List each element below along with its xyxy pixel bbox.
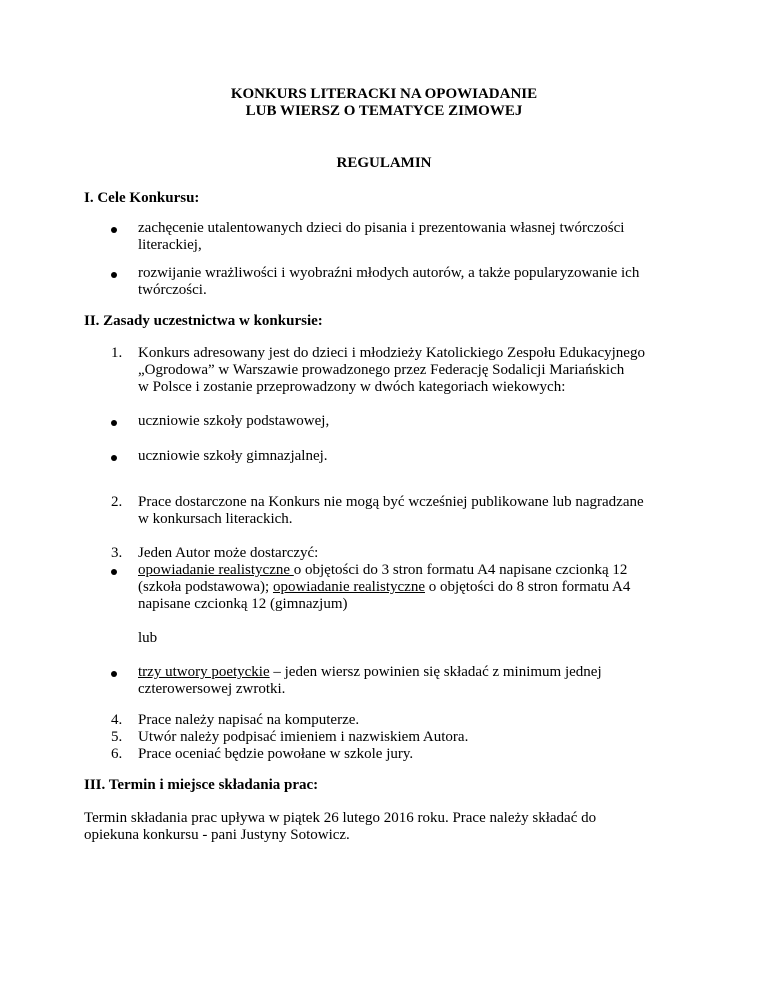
bullet-icon [111,420,117,426]
section-1-heading: I. Cele Konkursu: [84,190,200,206]
underlined-text: trzy utwory poetyckie [138,664,270,680]
list-item-cont: twórczości. [138,282,207,298]
item-1-line-2: „Ogrodowa” w Warszawie prowadzonego przez Federację Sodalicji Mariańskich [138,362,625,378]
item-number: 5. [111,729,123,745]
text-span: o objętości do 8 stron formatu A4 [424,579,631,595]
list-item: rozwijanie wrażliwości i wyobraźni młodych autorów, a także popularyzowanie ich [138,265,640,281]
bullet-icon [111,455,117,461]
section-2-heading: II. Zasady uczestnictwa w konkursie: [84,313,323,329]
item-number: 1. [111,345,123,361]
list-item: zachęcenie utalentowanych dzieci do pisania i prezentowania własnej twórczości [138,220,625,236]
item-1-line-3: w Polsce i zostanie przeprowadzony w dwóch kategoriach wiekowych: [138,379,566,395]
deadline-line-2: opiekuna konkursu - pani Justyny Sotowicz. [84,827,350,843]
category-item: uczniowie szkoły gimnazjalnej. [138,448,328,464]
item-1-line-1: Konkurs adresowany jest do dzieci i młodzieży Katolickiego Zespołu Edukacyjnego [138,345,645,361]
item-2-line-1: Prace dostarczone na Konkurs nie mogą być wcześniej publikowane lub nagradzane [138,494,644,510]
item-number: 4. [111,712,123,728]
bullet-icon [111,227,117,233]
subtitle: REGULAMIN [336,155,432,171]
text-span: o objętości do 3 stron formatu A4 napisane czcionką 12 [293,562,628,578]
item-number: 2. [111,494,123,510]
underlined-text: opowiadanie realistyczne [138,562,294,578]
bullet-icon [111,671,117,677]
category-item: uczniowie szkoły podstawowej, [138,413,330,429]
deadline-line-1: Termin składania prac upływa w piątek 26 lutego 2016 roku. Prace należy składać do [84,810,597,826]
item-2-line-2: w konkursach literackich. [138,511,293,527]
section-3-heading: III. Termin i miejsce składania prac: [84,777,319,793]
bullet-icon [111,272,117,278]
or-text: lub [138,630,158,646]
item-3-bullet-1-line-2 [138,579,630,596]
item-number: 3. [111,545,123,561]
title-line-1: KONKURS LITERACKI NA OPOWIADANIE [230,86,538,102]
item-3-bullet-1-line-3: napisane czcionką 12 (gimnazjum) [138,596,348,612]
item-3-bullet-2-line-2: czterowersowej zwrotki. [138,681,286,697]
text-span: (szkoła podstawowa); [138,579,273,595]
item-4-text: Prace należy napisać na komputerze. [138,712,360,728]
bullet-icon [111,569,117,575]
item-3-bullet-2-line-1 [138,664,602,681]
item-5-text: Utwór należy podpisać imieniem i nazwiskiem Autora. [138,729,469,745]
text-span: – jeden wiersz powinien się składać z minimum jednej [269,664,602,680]
item-3-bullet-1-line-1 [138,562,627,579]
item-number: 6. [111,746,123,762]
item-3-line-1: Jeden Autor może dostarczyć: [138,545,319,561]
item-6-text: Prace oceniać będzie powołane w szkole jury. [138,746,414,762]
title-line-2: LUB WIERSZ O TEMATYCE ZIMOWEJ [245,103,523,119]
underlined-text: opowiadanie realistyczne [272,579,425,595]
list-item-cont: literackiej, [138,237,202,253]
